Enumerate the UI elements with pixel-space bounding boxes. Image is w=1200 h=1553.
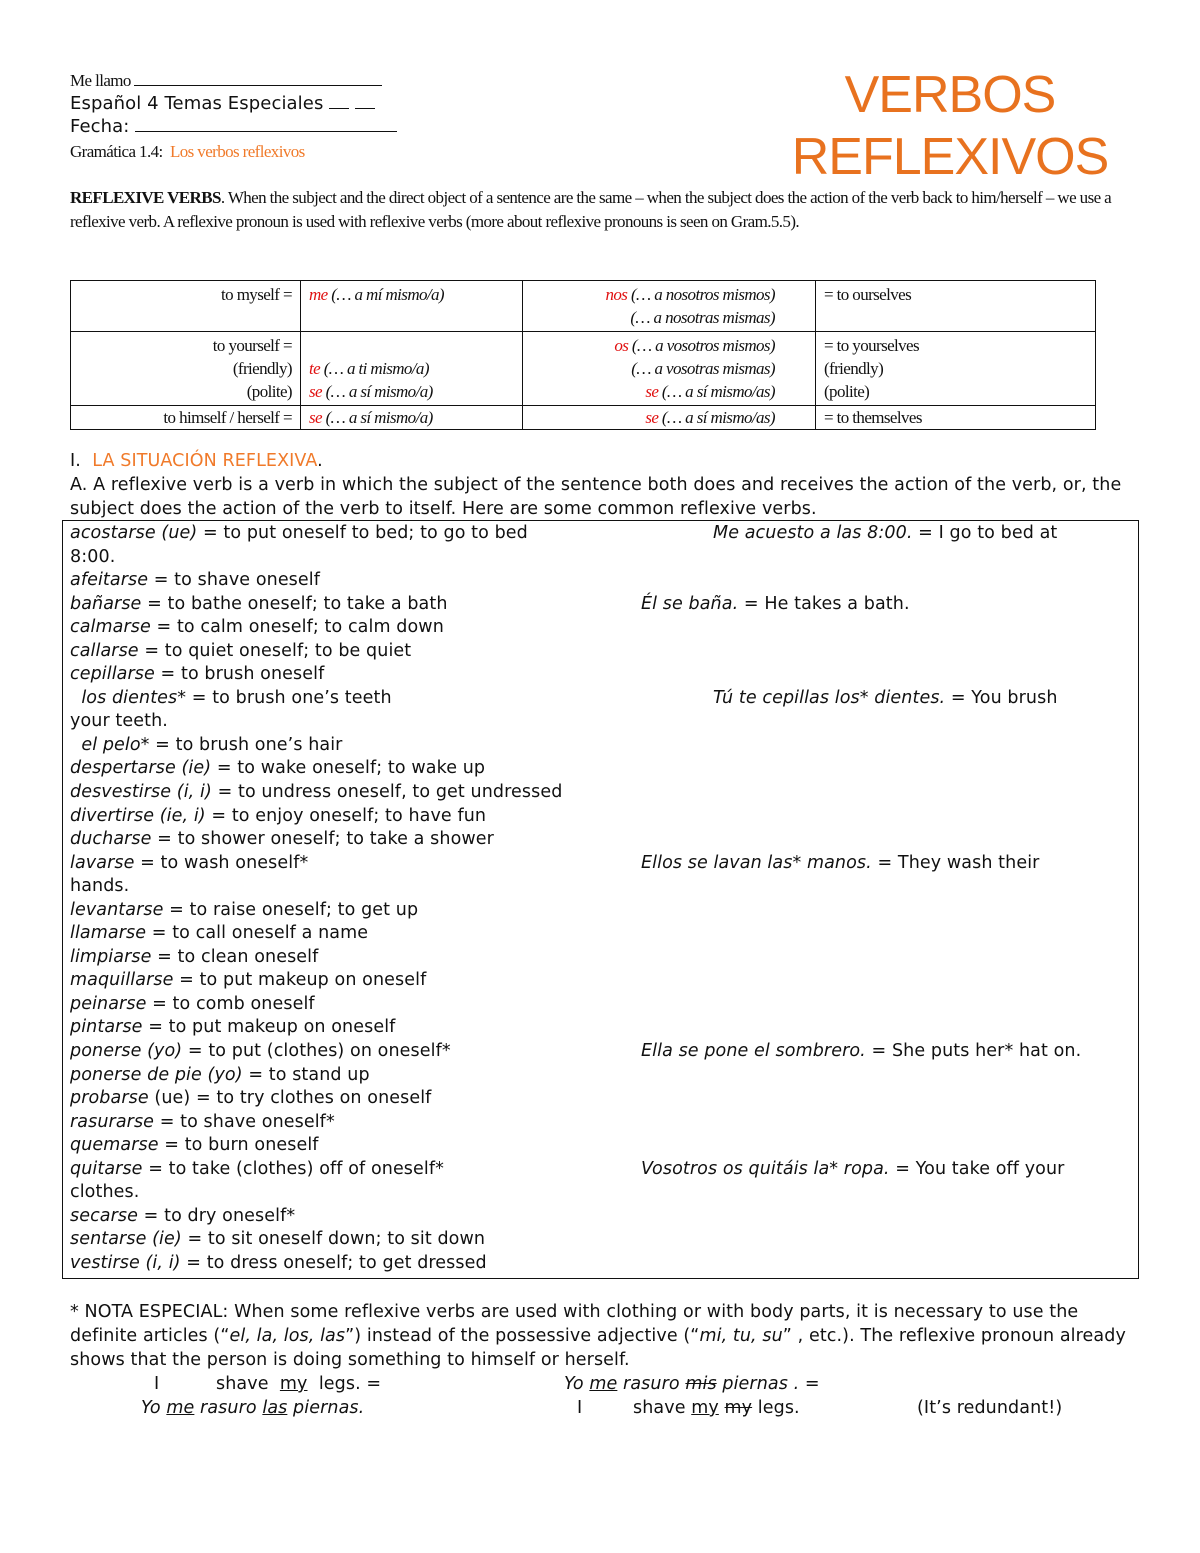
special-note bbox=[70, 1300, 1150, 1420]
spanish-example bbox=[564, 1372, 820, 1396]
pronoun-gloss: (… a nosotros mismos) bbox=[627, 285, 775, 304]
verb-definition: = to put makeup on oneself bbox=[142, 1017, 396, 1038]
verb-definition: = to shower oneself; to take a shower bbox=[151, 829, 494, 850]
word: Yo bbox=[564, 1374, 584, 1394]
word: I bbox=[577, 1398, 583, 1418]
verb-definition: = to take (clothes) off of oneself* bbox=[142, 1158, 444, 1179]
example-english: = She puts her* hat on. bbox=[865, 1041, 1082, 1062]
verb: quemarse bbox=[70, 1135, 159, 1156]
cell bbox=[71, 332, 301, 406]
word: Yo bbox=[141, 1398, 161, 1418]
verb-item bbox=[70, 734, 1138, 758]
verb: callarse bbox=[70, 640, 139, 661]
logo-line-2: REFLEXIVOS bbox=[791, 128, 1109, 186]
verb-definition: = to enjoy oneself; to have fun bbox=[205, 805, 487, 826]
verb-definition: = to wake oneself; to wake up bbox=[211, 758, 486, 779]
note-mid: ”) instead of the possessive adjective (“ bbox=[345, 1326, 700, 1346]
name-line bbox=[70, 71, 382, 91]
label: (friendly) bbox=[232, 359, 292, 378]
label: (friendly) bbox=[824, 359, 884, 378]
note-example-line-2 bbox=[70, 1396, 1150, 1420]
pronoun-gloss: (… a sí mismo/a) bbox=[321, 408, 433, 427]
verb: limpiarse bbox=[70, 946, 152, 967]
verb-example bbox=[641, 1158, 1064, 1182]
example-spanish: Me acuesto a las 8:00. bbox=[713, 523, 913, 543]
pronoun-gloss: (… a mí mismo/a) bbox=[327, 285, 444, 304]
name-label: Me llamo bbox=[70, 71, 131, 90]
example-english: = He takes a bath. bbox=[738, 593, 910, 614]
verb: llamarse bbox=[70, 923, 147, 944]
verb-example bbox=[641, 1040, 1081, 1064]
verb-list-box bbox=[62, 520, 1139, 1279]
verb-item bbox=[70, 993, 1138, 1017]
verb-item bbox=[70, 852, 1138, 876]
verb: maquillarse bbox=[70, 970, 174, 991]
redundant-note: (It’s redundant!) bbox=[917, 1398, 1063, 1418]
verb: despertarse (ie) bbox=[70, 758, 212, 779]
word: legs. bbox=[757, 1398, 800, 1418]
verb-item bbox=[70, 781, 1138, 805]
example-continuation: clothes. bbox=[70, 1182, 140, 1203]
grammar-label: Gramática 1.4: bbox=[70, 142, 163, 161]
verb-item bbox=[70, 663, 1138, 687]
verb-item bbox=[70, 687, 1138, 711]
pronoun-gloss: (… a ti mismo/a) bbox=[320, 359, 429, 378]
verb: divertirse (ie, i) bbox=[70, 805, 206, 826]
verb: levantarse bbox=[70, 899, 164, 920]
word: piernas. bbox=[293, 1398, 365, 1418]
verb-definition: = to burn oneself bbox=[158, 1135, 319, 1156]
verb: ponerse (yo) bbox=[70, 1041, 183, 1062]
label: to yourself = bbox=[212, 336, 292, 355]
verb: vestirse (i, i) bbox=[70, 1252, 181, 1273]
spanish-example bbox=[141, 1396, 364, 1420]
verb-definition: = to wash oneself* bbox=[134, 852, 309, 873]
verb-item bbox=[70, 946, 1138, 970]
verb-item bbox=[70, 522, 1138, 546]
section-one bbox=[70, 449, 1130, 521]
note-example-line-1 bbox=[70, 1372, 1150, 1396]
verb-definition: = to brush one’s hair bbox=[149, 734, 343, 755]
verb-item bbox=[70, 805, 1138, 829]
intro-paragraph bbox=[70, 186, 1130, 234]
example-spanish: Ellos se lavan las* manos. bbox=[641, 852, 872, 873]
pronoun-table bbox=[70, 280, 1096, 430]
section-number: I. bbox=[70, 451, 81, 471]
cell: to myself = bbox=[71, 281, 301, 332]
cell bbox=[523, 332, 816, 406]
verb: probarse bbox=[70, 1088, 149, 1109]
example-spanish: Ella se pone el sombrero. bbox=[641, 1041, 866, 1062]
verb-item bbox=[70, 1252, 1138, 1276]
example-spanish: Tú te cepillas los* dientes. bbox=[713, 687, 946, 708]
word: my bbox=[279, 1374, 308, 1394]
pronoun: se bbox=[309, 382, 322, 401]
word: piernas . = bbox=[722, 1374, 820, 1394]
pronoun: nos bbox=[605, 285, 628, 304]
section-title: LA SITUACIÓN REFLEXIVA bbox=[92, 451, 318, 471]
class-label: Español 4 Temas Especiales bbox=[70, 93, 324, 114]
verb-item bbox=[70, 899, 1138, 923]
verb-definition: = to brush one’s teeth bbox=[186, 687, 392, 708]
pronoun-gloss: (… a vosotras mismas) bbox=[631, 359, 775, 378]
verb: el pelo* bbox=[70, 734, 150, 755]
logo-line-1: VERBOS bbox=[844, 66, 1056, 124]
note-articles: el, la, los, las bbox=[229, 1326, 346, 1346]
label: (polite) bbox=[246, 382, 292, 401]
verb: calmarse bbox=[70, 617, 151, 638]
word: rasuro bbox=[623, 1374, 680, 1394]
pronoun: me bbox=[309, 285, 328, 304]
label: = to yourselves bbox=[824, 336, 920, 355]
intro-heading: REFLEXIVE VERBS bbox=[70, 188, 221, 207]
pronoun: os bbox=[614, 336, 629, 355]
cell: = to themselves bbox=[816, 406, 1096, 430]
cell: = to ourselves bbox=[816, 281, 1096, 332]
word: rasuro bbox=[200, 1398, 257, 1418]
english-example bbox=[216, 1372, 381, 1396]
verb-definition: = to calm oneself; to calm down bbox=[150, 617, 444, 638]
verb-definition: = to raise oneself; to get up bbox=[163, 899, 419, 920]
verb-definition: = to shave oneself bbox=[148, 570, 320, 591]
verb: lavarse bbox=[70, 852, 135, 873]
example-continuation: your teeth. bbox=[70, 711, 168, 732]
pronoun-gloss: (… a sí mismo/as) bbox=[658, 408, 775, 427]
cell bbox=[816, 332, 1096, 406]
verb-example bbox=[713, 687, 1058, 711]
verb-definition: = to comb oneself bbox=[146, 993, 315, 1014]
verb-item bbox=[70, 757, 1138, 781]
verb: afeitarse bbox=[70, 570, 149, 591]
pronoun: se bbox=[645, 382, 659, 401]
verb: cepillarse bbox=[70, 664, 155, 685]
verb-item bbox=[70, 969, 1138, 993]
verb: acostarse (ue) bbox=[70, 523, 198, 543]
example-english: = You take off your bbox=[889, 1158, 1065, 1179]
word: I bbox=[154, 1374, 160, 1394]
verb-definition: (ue) = to try clothes on oneself bbox=[148, 1088, 432, 1109]
word: las bbox=[262, 1398, 288, 1418]
verb-item bbox=[70, 922, 1138, 946]
verb-definition: = to put makeup on oneself bbox=[173, 970, 427, 991]
section-title-end: . bbox=[317, 451, 323, 471]
verb: quitarse bbox=[70, 1158, 143, 1179]
note-lead: * NOTA ESPECIAL: When some reflexive verbs are used with clothing or with body parts, it is necessary to use the definite articles (“ bbox=[70, 1302, 1079, 1346]
pronoun-gloss: (… a sí mismo/a) bbox=[321, 382, 433, 401]
pronoun-row-3 bbox=[71, 406, 1096, 430]
verb-item bbox=[70, 828, 1138, 852]
grammar-line bbox=[70, 142, 305, 162]
word: me bbox=[166, 1398, 195, 1418]
note-tail: ” , etc.). The reflexive pronoun already shows that the person is doing something to himself or herself. bbox=[70, 1326, 1126, 1370]
date-line bbox=[70, 116, 397, 137]
cell bbox=[301, 332, 523, 406]
word: legs. = bbox=[318, 1374, 382, 1394]
verb-item bbox=[70, 1111, 1138, 1135]
logo bbox=[780, 64, 1120, 188]
verb-item bbox=[70, 1064, 1138, 1088]
word: me bbox=[589, 1374, 618, 1394]
verb-definition: = to bathe oneself; to take a bath bbox=[141, 593, 448, 614]
verb: ducharse bbox=[70, 829, 152, 850]
verb: ponerse de pie (yo) bbox=[70, 1064, 243, 1085]
word: shave bbox=[633, 1398, 686, 1418]
class-line bbox=[70, 93, 375, 114]
verb-item bbox=[70, 1205, 1138, 1229]
cell: to himself / herself = bbox=[71, 406, 301, 430]
verb-item bbox=[70, 1228, 1138, 1252]
note-possessives: mi, tu, su bbox=[699, 1326, 783, 1346]
verb-example bbox=[641, 593, 910, 617]
verb: rasurarse bbox=[70, 1111, 155, 1132]
verb: pintarse bbox=[70, 1017, 143, 1038]
period-field-1[interactable] bbox=[329, 108, 349, 109]
verb-definition: = to quiet oneself; to be quiet bbox=[138, 640, 412, 661]
verb-item bbox=[70, 1087, 1138, 1111]
name-field[interactable] bbox=[134, 85, 382, 86]
verb: los dientes* bbox=[70, 687, 187, 708]
pronoun-row-1 bbox=[71, 281, 1096, 332]
verb-definition: = to put oneself to bed; to go to bed bbox=[197, 523, 528, 543]
date-label: Fecha: bbox=[70, 116, 130, 137]
verb-item bbox=[70, 1040, 1138, 1064]
verb-definition: = to shave oneself* bbox=[154, 1111, 335, 1132]
cell bbox=[301, 281, 523, 332]
cell bbox=[523, 281, 816, 332]
verb-example bbox=[713, 522, 1057, 546]
pronoun-row-2 bbox=[71, 332, 1096, 406]
example-spanish: Él se baña. bbox=[641, 593, 739, 614]
verb-definition: = to call oneself a name bbox=[146, 923, 369, 944]
verb-definition: = to sit oneself down; to sit down bbox=[181, 1229, 486, 1250]
example-english: = You brush bbox=[945, 687, 1058, 708]
verb-definition: = to stand up bbox=[242, 1064, 370, 1085]
english-example bbox=[633, 1396, 800, 1420]
example-spanish: Vosotros os quitáis la* ropa. bbox=[641, 1158, 890, 1179]
verb-item bbox=[70, 1016, 1138, 1040]
verb-example bbox=[641, 852, 1039, 876]
date-field[interactable] bbox=[135, 131, 397, 132]
example-english: = They wash their bbox=[871, 852, 1040, 873]
verb-item bbox=[70, 1158, 1138, 1182]
word: my bbox=[691, 1398, 719, 1418]
verb: secarse bbox=[70, 1205, 139, 1226]
verb-definition: = to clean oneself bbox=[151, 946, 319, 967]
verb: peinarse bbox=[70, 993, 147, 1014]
verb-definition: = to brush oneself bbox=[154, 664, 325, 685]
verb-item bbox=[70, 640, 1138, 664]
verb-item bbox=[70, 1134, 1138, 1158]
verb: sentarse (ie) bbox=[70, 1229, 182, 1250]
pronoun: se bbox=[309, 408, 322, 427]
pronoun: te bbox=[309, 359, 321, 378]
verb: bañarse bbox=[70, 593, 142, 614]
word: my bbox=[724, 1398, 753, 1418]
verb: desvestirse (i, i) bbox=[70, 782, 212, 803]
intro-text: . When the subject and the direct object of a sentence are the same – when the subject does the action of the verb back to him/herself – we use a reflexive verb. A reflexive pronoun is used with reflexive verbs (more about reflexive pronouns is seen on Gram.5.5). bbox=[70, 188, 1112, 231]
pronoun-gloss: (… a sí mismo/as) bbox=[658, 382, 775, 401]
verb-item bbox=[70, 593, 1138, 617]
label: (polite) bbox=[824, 382, 870, 401]
verb-definition: = to put (clothes) on oneself* bbox=[182, 1041, 451, 1062]
example-english: = I go to bed at bbox=[912, 523, 1058, 543]
period-field-2[interactable] bbox=[355, 108, 375, 109]
word: mis bbox=[685, 1374, 717, 1394]
verb-item bbox=[70, 569, 1138, 593]
section-a-text: A. A reflexive verb is a verb in which the subject of the sentence both does and receives the action of the verb, or, the subject does the action of the verb to itself. Here are some common reflexive verbs. bbox=[70, 475, 1122, 519]
pronoun: se bbox=[645, 408, 659, 427]
cell bbox=[523, 406, 816, 430]
cell bbox=[301, 406, 523, 430]
word: shave bbox=[216, 1374, 269, 1394]
grammar-topic: Los verbos reflexivos bbox=[169, 142, 305, 161]
verb-item bbox=[70, 616, 1138, 640]
verb-definition: = to dress oneself; to get dressed bbox=[180, 1252, 487, 1273]
verb-definition: = to undress oneself, to get undressed bbox=[211, 782, 563, 803]
section-heading bbox=[70, 449, 1130, 473]
example-continuation: 8:00. bbox=[70, 546, 116, 567]
verb-definition: = to dry oneself* bbox=[138, 1205, 296, 1226]
pronoun-gloss: (… a nosotras mismas) bbox=[630, 308, 775, 327]
example-continuation: hands. bbox=[70, 876, 130, 897]
pronoun-gloss: (… a vosotros mismos) bbox=[628, 336, 775, 355]
note-text bbox=[70, 1300, 1150, 1372]
